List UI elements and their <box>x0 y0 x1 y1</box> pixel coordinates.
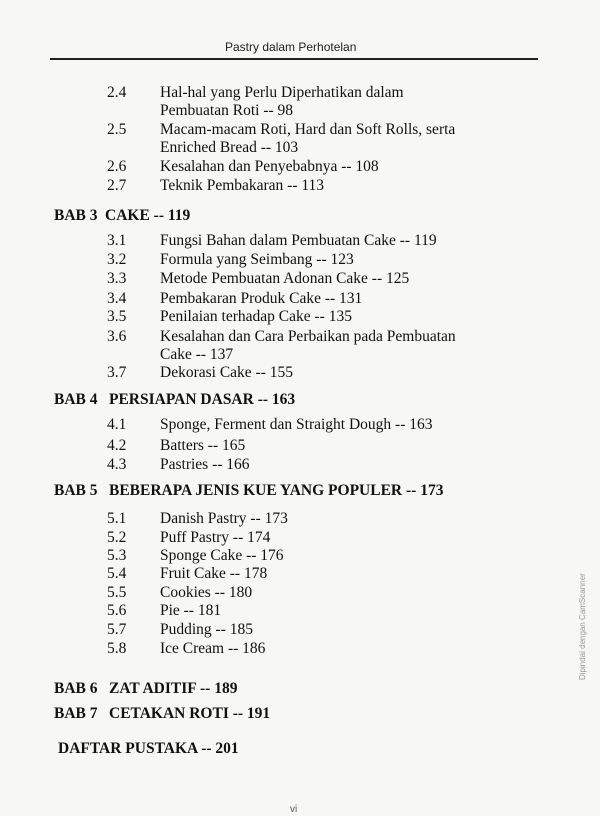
toc-entry-number: 3.1 <box>107 232 127 249</box>
toc-entry-text: Sponge Cake -- 176 <box>160 547 284 564</box>
toc-entry-text: Puff Pastry -- 174 <box>160 529 271 546</box>
chapter-label: BAB 7 <box>54 705 98 722</box>
page-number: vi <box>290 804 298 815</box>
toc-entry-text: Danish Pastry -- 173 <box>160 510 288 527</box>
toc-entry-text: Teknik Pembakaran -- 113 <box>160 177 325 194</box>
chapter-label: BAB 3 <box>54 207 98 224</box>
toc-entry-number: 3.7 <box>107 364 127 381</box>
chapter-title: PERSIAPAN DASAR -- 163 <box>109 391 296 408</box>
toc-entry-text: Enriched Bread -- 103 <box>160 139 299 156</box>
toc-entry-number: 5.7 <box>107 621 127 638</box>
toc-entry-number: 4.2 <box>107 437 127 454</box>
toc-entry-number: 4.3 <box>107 456 127 473</box>
toc-entry-text: Fungsi Bahan dalam Pembuatan Cake -- 119 <box>160 232 437 249</box>
toc-entry-number: 5.1 <box>107 510 127 527</box>
toc-entry-text: Pembuatan Roti -- 98 <box>160 102 294 119</box>
toc-entry-number: 3.2 <box>107 251 127 268</box>
toc-entry-text: Fruit Cake -- 178 <box>160 565 268 582</box>
toc-entry-number: 5.8 <box>107 640 127 657</box>
toc-entry-number: 2.7 <box>107 177 127 194</box>
toc-entry-number: 5.2 <box>107 529 127 546</box>
toc-entry-text: Batters -- 165 <box>160 437 246 454</box>
toc-entry-number: 5.4 <box>107 565 127 582</box>
toc-entry-text: Pie -- 181 <box>160 602 222 619</box>
toc-entry-text: Sponge, Ferment dan Straight Dough -- 163 <box>160 416 433 433</box>
header-rule <box>50 58 538 60</box>
scanner-watermark: Dipindai dengan CamScanner <box>578 573 587 680</box>
toc-entry-text: Macam-macam Roti, Hard dan Soft Rolls, serta <box>160 121 456 138</box>
toc-entry-number: 2.4 <box>107 84 127 101</box>
toc-entry-text: Ice Cream -- 186 <box>160 640 266 657</box>
chapter-title: ZAT ADITIF -- 189 <box>109 680 238 697</box>
toc-entry-text: Cake -- 137 <box>160 346 234 363</box>
toc-entry-text: Formula yang Seimbang -- 123 <box>160 251 354 268</box>
toc-entry-text: Dekorasi Cake -- 155 <box>160 364 293 381</box>
toc-entry-text: Pastries -- 166 <box>160 456 250 473</box>
bibliography-entry: DAFTAR PUSTAKA -- 201 <box>58 740 239 757</box>
running-header: Pastry dalam Perhotelan <box>225 40 357 54</box>
toc-entry-text: Kesalahan dan Cara Perbaikan pada Pembuatan <box>160 328 456 345</box>
toc-entry-number: 3.6 <box>107 328 127 345</box>
toc-entry-number: 3.5 <box>107 308 127 325</box>
toc-entry-number: 5.6 <box>107 602 127 619</box>
toc-entry-number: 2.6 <box>107 158 127 175</box>
toc-entry-text: Kesalahan dan Penyebabnya -- 108 <box>160 158 379 175</box>
toc-entry-text: Hal-hal yang Perlu Diperhatikan dalam <box>160 84 404 101</box>
chapter-title: CAKE -- 119 <box>105 207 191 224</box>
toc-entry-text: Pudding -- 185 <box>160 621 253 638</box>
toc-entry-number: 4.1 <box>107 416 127 433</box>
toc-entry-text: Cookies -- 180 <box>160 584 253 601</box>
toc-entry-text: Metode Pembuatan Adonan Cake -- 125 <box>160 270 410 287</box>
chapter-label: BAB 5 <box>54 482 98 499</box>
toc-entry-text: Pembakaran Produk Cake -- 131 <box>160 290 363 307</box>
toc-entry-number: 5.5 <box>107 584 127 601</box>
toc-entry-text: Penilaian terhadap Cake -- 135 <box>160 308 352 325</box>
toc-entry-number: 5.3 <box>107 547 127 564</box>
chapter-title: BEBERAPA JENIS KUE YANG POPULER -- 173 <box>109 482 444 499</box>
chapter-label: BAB 4 <box>54 391 98 408</box>
chapter-label: BAB 6 <box>54 680 98 697</box>
toc-entry-number: 3.3 <box>107 270 127 287</box>
toc-entry-number: 3.4 <box>107 290 127 307</box>
toc-entry-number: 2.5 <box>107 121 127 138</box>
chapter-title: CETAKAN ROTI -- 191 <box>109 705 271 722</box>
